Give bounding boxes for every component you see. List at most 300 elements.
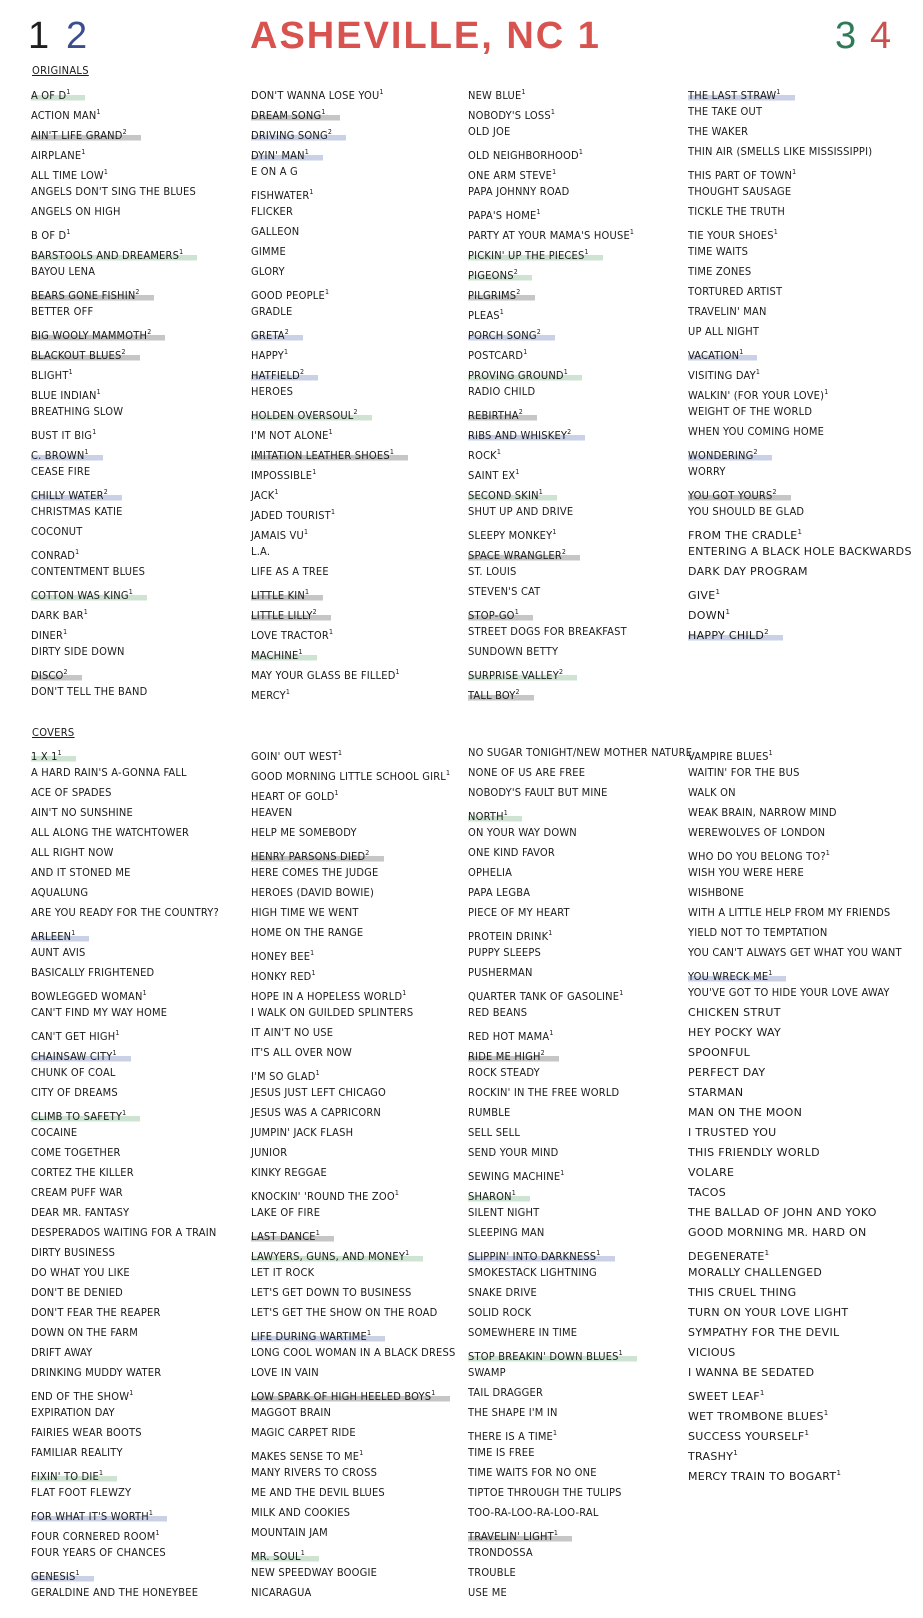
header-number-3: 3 <box>835 15 857 57</box>
song-title: CHILLY WATER$^2$ <box>31 489 122 502</box>
song-title: VOLARE <box>688 1166 735 1179</box>
song-title: CREAM PUFF WAR <box>31 1186 123 1199</box>
covers-song <box>688 1103 904 1123</box>
covers-song <box>251 1103 457 1123</box>
song-marker: 1 <box>66 88 71 96</box>
song-title: DYIN' MAN$^1$ <box>251 149 323 162</box>
song-title: POSTCARD$^1$ <box>468 348 528 362</box>
song-title: MAKES SENSE TO $ME^1$ <box>251 1449 364 1463</box>
song-title: YOU'VE GOT TO HIDE YOUR LOVE AWAY <box>688 986 890 999</box>
covers-song <box>688 1163 904 1183</box>
originals-song <box>251 582 408 602</box>
song-title: ALL TIME LOW$^1$ <box>31 168 109 182</box>
song-title: THE LAST STRAW$^1$ <box>688 89 795 102</box>
originals-song <box>688 82 914 102</box>
song-marker: 1 <box>405 1249 410 1257</box>
covers-song <box>468 1563 694 1583</box>
song-marker: 1 <box>584 248 589 256</box>
originals-song <box>468 242 636 262</box>
song-title: DON'T TELL THE BAND <box>31 685 148 698</box>
covers-song <box>31 1043 221 1063</box>
song-title: SMOKESTACK LIGHTNING <box>468 1266 597 1279</box>
originals-song <box>688 582 914 602</box>
song-marker: 1 <box>499 308 505 316</box>
originals-song <box>688 202 914 222</box>
song-title: PERFECT DAY <box>688 1066 766 1079</box>
song-marker: 1 <box>629 228 635 236</box>
covers-song <box>468 1423 694 1443</box>
covers-song <box>251 863 457 883</box>
covers-song <box>251 1083 457 1103</box>
song-title: WHO DO YOU BELONG TO?$^1$ <box>688 849 830 863</box>
covers-song <box>251 943 457 963</box>
covers-song <box>468 1023 694 1043</box>
song-marker: 1 <box>179 248 184 256</box>
song-marker: 1 <box>755 368 761 376</box>
originals-song <box>468 382 636 402</box>
song-title: LOVE IN VAIN <box>251 1366 319 1379</box>
song-title: DRINKING MUDDY WATER <box>31 1366 162 1379</box>
song-marker: 1 <box>57 749 62 757</box>
covers-song <box>31 1223 221 1243</box>
song-title: GOOD MORNING LITTLE SCHOOL GIRL$^1$ <box>251 769 451 783</box>
originals-song <box>468 542 636 562</box>
covers-song <box>31 1503 221 1523</box>
originals-song <box>251 542 408 562</box>
song-marker: 2 <box>327 128 333 136</box>
originals-song <box>688 222 914 242</box>
song-marker: 1 <box>739 348 744 356</box>
song-marker: 1 <box>560 1169 565 1177</box>
song-title: LET IT ROCK <box>251 1266 315 1279</box>
song-title: PIECE OF MY HEART <box>468 906 570 919</box>
song-marker: 1 <box>321 108 326 116</box>
covers-song <box>468 1463 694 1483</box>
song-title: HEAVEN <box>251 806 293 819</box>
covers-song <box>468 1343 694 1363</box>
song-marker: 1 <box>776 88 781 96</box>
song-title: YOU GOT YOURS$^2$ <box>688 489 791 502</box>
song-title: SUCCESS YOURSELF$^1$ <box>688 1429 810 1443</box>
song-marker: 1 <box>578 148 584 156</box>
song-marker: 1 <box>596 1249 601 1257</box>
covers-song <box>688 883 904 903</box>
covers-song <box>468 1363 694 1383</box>
covers-song <box>688 1343 904 1363</box>
song-title: OLD NEIGHBORHOOD$^1$ <box>468 148 584 162</box>
song-title: ARE YOU READY FOR THE COUNTRY? <box>31 906 219 919</box>
originals-song <box>688 322 914 342</box>
song-title: WALKIN' (FOR YOUR LOVE)$^1$ <box>688 388 829 402</box>
song-title: AIRPLANE$^1$ <box>31 148 86 162</box>
song-title: ACTION MAN$^1$ <box>31 108 101 122</box>
originals-song <box>468 482 636 502</box>
song-title: PLEAS$^1$ <box>468 308 505 322</box>
song-title: CAN'T GET HIGH$^1$ <box>31 1029 120 1043</box>
header-number-2: 2 <box>66 15 88 57</box>
song-title: SLEEPING MAN <box>468 1226 545 1239</box>
song-title: CONRAD$^1$ <box>31 548 80 562</box>
song-title: GOOD PEOPLE$^1$ <box>251 288 330 302</box>
song-title: SHUT UP AND DRIVE <box>468 505 574 518</box>
originals-song <box>468 122 636 142</box>
originals-song <box>468 622 636 642</box>
song-title: B OF $D^1$ <box>31 228 71 242</box>
song-marker: 1 <box>511 1189 516 1197</box>
song-marker: 1 <box>324 288 330 296</box>
originals-song <box>468 522 636 542</box>
song-marker: 1 <box>804 1429 810 1437</box>
song-title: GENESIS$^1$ <box>31 1570 94 1583</box>
song-marker: 1 <box>96 108 101 116</box>
originals-song <box>468 142 636 162</box>
song-title: CLIMB TO SAFETY$^1$ <box>31 1110 140 1123</box>
song-title: I WALK ON GUILDED SPLINTERS <box>251 1006 414 1019</box>
song-title: DRIVING SONG$^2$ <box>251 129 346 142</box>
song-title: BIG WOOLY MAMMOTH$^2$ <box>31 329 165 342</box>
originals-song <box>251 262 408 282</box>
song-title: MERCY$^1$ <box>251 688 291 702</box>
song-marker: 2 <box>559 668 564 676</box>
song-title: YOU WRECK $ME^1$ <box>688 970 786 983</box>
song-title: AND IT STONED ME <box>31 866 131 879</box>
covers-song <box>31 1303 221 1323</box>
originals-song <box>251 602 408 622</box>
song-marker: 2 <box>515 688 520 696</box>
song-title: BASICALLY FRIGHTENED <box>31 966 155 979</box>
song-title: I'M NOT ALONE$^1$ <box>251 428 333 442</box>
song-title: WITH A LITTLE HELP FROM MY FRIENDS <box>688 906 891 919</box>
song-title: ON YOUR WAY DOWN <box>468 826 577 839</box>
song-title: STOP-$GO^1$ <box>468 609 533 622</box>
song-title: GERALDINE AND THE HONEYBEE <box>31 1586 199 1599</box>
song-title: FAIRIES WEAR BOOTS <box>31 1426 142 1439</box>
originals-song <box>688 402 914 422</box>
covers-song <box>251 1243 457 1263</box>
song-title: THE WAKER <box>688 125 749 138</box>
song-marker: 1 <box>298 648 303 656</box>
song-title: HELP ME SOMEBODY <box>251 826 357 839</box>
song-marker: 1 <box>733 1449 738 1457</box>
song-marker: 1 <box>328 428 333 436</box>
song-title: AQUALUNG <box>31 886 89 899</box>
song-title: DIRTY SIDE DOWN <box>31 645 125 658</box>
song-marker: 1 <box>310 949 315 957</box>
covers-song <box>688 763 904 783</box>
originals-song <box>251 102 408 122</box>
covers-song <box>468 1283 694 1303</box>
covers-song <box>31 1263 221 1283</box>
covers-song <box>251 1403 457 1423</box>
song-marker: 2 <box>518 408 523 416</box>
originals-song <box>251 682 408 702</box>
song-title: BETTER OFF <box>31 305 94 318</box>
covers-song <box>468 1143 694 1163</box>
song-title: NO SUGAR TONIGHT/NEW MOTHER NATURE <box>468 746 693 759</box>
originals-song <box>31 162 198 182</box>
originals-song <box>688 302 914 322</box>
song-title: HOME ON THE RANGE <box>251 926 364 939</box>
covers-song <box>251 1443 457 1463</box>
song-marker: 1 <box>81 148 86 156</box>
song-title: HOLDEN OVERSOUL$^2$ <box>251 409 372 422</box>
covers-song <box>251 1163 457 1183</box>
covers-song <box>251 903 457 923</box>
covers-song <box>31 1383 221 1403</box>
song-title: CHICKEN STRUT <box>688 1006 781 1019</box>
song-marker: 1 <box>274 488 279 496</box>
song-title: DREAM SONG$^1$ <box>251 109 340 122</box>
originals-song <box>468 342 636 362</box>
originals-song <box>251 522 408 542</box>
song-title: MAGGOT BRAIN <box>251 1406 332 1419</box>
song-title: TOO-RA-LOO-RA-LOO-RAL <box>468 1506 599 1519</box>
song-marker: 1 <box>330 508 336 516</box>
originals-song <box>251 502 408 522</box>
song-marker: 1 <box>553 1529 559 1537</box>
covers-song <box>31 803 221 823</box>
song-marker: 1 <box>304 148 309 156</box>
song-title: NEW BLUE$^1$ <box>468 88 526 102</box>
song-title: ST. LOUIS <box>468 565 517 578</box>
song-marker: 1 <box>379 88 384 96</box>
originals-song <box>251 142 408 162</box>
song-marker: 1 <box>618 1349 623 1357</box>
song-title: JESUS WAS A CAPRICORN <box>251 1106 382 1119</box>
originals-song <box>31 182 198 202</box>
covers-song <box>251 1263 457 1283</box>
covers-song <box>688 923 904 943</box>
song-marker: 1 <box>514 608 519 616</box>
originals-song <box>31 422 198 442</box>
covers-song <box>31 783 221 803</box>
song-marker: 1 <box>71 929 76 937</box>
song-marker: 1 <box>523 348 528 356</box>
song-marker: 1 <box>142 989 147 997</box>
song-title: GRETA$^2$ <box>251 329 303 342</box>
covers-song <box>468 1323 694 1343</box>
song-marker: 1 <box>338 749 343 757</box>
song-marker: 2 <box>147 328 152 336</box>
song-marker: 1 <box>402 989 407 997</box>
originals-song <box>251 282 408 302</box>
song-title: JUNIOR <box>251 1146 288 1159</box>
originals-song <box>688 522 914 542</box>
song-title: HEROES (DAVID BOWIE) <box>251 886 375 899</box>
originals-song <box>251 302 408 322</box>
song-marker: 1 <box>797 528 803 536</box>
originals-song <box>31 602 198 622</box>
covers-song <box>688 823 904 843</box>
originals-song <box>31 362 198 382</box>
song-title: 1 X $1^1$ <box>31 750 76 763</box>
covers-song <box>468 1243 694 1263</box>
song-title: ME AND THE DEVIL BLUES <box>251 1486 385 1499</box>
originals-song <box>31 322 198 342</box>
covers-song <box>688 863 904 883</box>
song-marker: 1 <box>96 388 101 396</box>
originals-song <box>468 362 636 382</box>
covers-song <box>688 843 904 863</box>
song-marker: 1 <box>764 1249 770 1257</box>
song-title: REBIRTHA$^2$ <box>468 409 537 422</box>
song-title: JADED TOURIST$^1$ <box>251 508 336 522</box>
covers-song <box>251 1423 457 1443</box>
song-title: TALL BOY$^2$ <box>468 689 534 702</box>
originals-song <box>468 462 636 482</box>
covers-song <box>468 1083 694 1103</box>
song-title: BLACKOUT BLUES$^2$ <box>31 349 140 362</box>
covers-song <box>251 763 457 783</box>
song-marker: 2 <box>561 548 567 556</box>
song-marker: 2 <box>772 488 777 496</box>
song-title: DON'T BE DENIED <box>31 1286 123 1299</box>
song-marker: 1 <box>309 188 314 196</box>
originals-song <box>688 182 914 202</box>
originals-column-2 <box>251 82 408 702</box>
song-title: DESPERADOS WAITING FOR A TRAIN <box>31 1226 217 1239</box>
header-number-1: 1 <box>28 15 50 57</box>
covers-song <box>468 763 694 783</box>
covers-song <box>688 1123 904 1143</box>
song-title: WISHBONE <box>688 886 745 899</box>
originals-song <box>31 642 198 662</box>
song-title: DON'T FEAR THE REAPER <box>31 1306 161 1319</box>
originals-song <box>251 462 408 482</box>
song-title: COCONUT <box>31 525 83 538</box>
song-title: A HARD RAIN'S A-GONNA FALL <box>31 766 187 779</box>
covers-song <box>251 843 457 863</box>
originals-song <box>31 522 198 542</box>
covers-song <box>251 1323 457 1343</box>
originals-song <box>31 462 198 482</box>
originals-song <box>688 462 914 482</box>
song-title: GRADLE <box>251 305 293 318</box>
covers-song <box>688 783 904 803</box>
song-title: NOBODY'S LOSS$^1$ <box>468 108 556 122</box>
song-marker: 1 <box>715 588 721 596</box>
song-title: JACK$^1$ <box>251 488 279 502</box>
song-title: TIE YOUR SHOES$^1$ <box>688 228 778 242</box>
covers-song <box>31 1483 221 1503</box>
song-title: IMPOSSIBLE$^1$ <box>251 468 317 482</box>
song-marker: 1 <box>503 809 508 817</box>
song-title: FOR WHAT IT'S WORTH$^1$ <box>31 1510 167 1523</box>
song-marker: 1 <box>446 769 451 777</box>
song-marker: 2 <box>284 328 289 336</box>
song-marker: 1 <box>550 108 556 116</box>
covers-song <box>688 1263 904 1283</box>
covers-song <box>251 783 457 803</box>
song-marker: 1 <box>395 668 400 676</box>
covers-song <box>468 963 694 983</box>
originals-song <box>251 202 408 222</box>
covers-song <box>31 983 221 1003</box>
song-title: SAINT $EX^1$ <box>468 468 520 482</box>
song-title: LONG COOL WOMAN IN A BLACK DRESS <box>251 1346 456 1359</box>
song-title: LAWYERS, GUNS, AND MONEY$^1$ <box>251 1250 423 1263</box>
covers-song <box>31 1463 221 1483</box>
covers-song <box>688 1303 904 1323</box>
song-marker: 2 <box>365 849 370 857</box>
originals-song <box>251 482 408 502</box>
covers-song <box>251 823 457 843</box>
originals-song <box>468 162 636 182</box>
song-title: LOW SPARK OF HIGH HEELED BOYS$^1$ <box>251 1390 450 1403</box>
song-marker: 2 <box>513 268 518 276</box>
song-marker: 1 <box>75 548 80 556</box>
song-title: DINER$^1$ <box>31 628 68 642</box>
song-title: GOIN' OUT WEST$^1$ <box>251 749 343 763</box>
song-title: HONKY RED$^1$ <box>251 969 316 983</box>
song-title: LAST DANCE$^1$ <box>251 1230 334 1243</box>
originals-song <box>688 442 914 462</box>
song-title: I WANNA BE SEDATED <box>688 1366 815 1379</box>
song-title: SEND YOUR MIND <box>468 1146 559 1159</box>
song-title: LIFE DURING WARTIME$^1$ <box>251 1330 385 1343</box>
originals-song <box>251 162 408 182</box>
page-title: ASHEVILLE, NC 1 <box>250 15 601 57</box>
song-title: SECOND SKIN$^1$ <box>468 489 557 502</box>
song-title: BREATHING SLOW <box>31 405 124 418</box>
covers-song <box>251 1203 457 1223</box>
song-marker: 1 <box>773 228 778 236</box>
song-title: RED HOT MAMA$^1$ <box>468 1029 554 1043</box>
covers-song <box>251 1223 457 1243</box>
covers-song <box>468 803 694 823</box>
song-title: MORALLY CHALLENGED <box>688 1266 823 1279</box>
originals-song <box>468 262 636 282</box>
covers-song <box>251 963 457 983</box>
song-marker: 1 <box>129 1389 134 1397</box>
song-marker: 1 <box>825 849 830 857</box>
song-title: FROM THE CRADLE$^1$ <box>688 528 803 542</box>
covers-song <box>31 1583 221 1603</box>
song-title: ALL ALONG THE WATCHTOWER <box>31 826 190 839</box>
covers-song <box>688 1083 904 1103</box>
covers-song <box>468 1303 694 1323</box>
originals-song <box>31 402 198 422</box>
song-marker: 1 <box>148 1509 154 1517</box>
originals-song <box>31 202 198 222</box>
song-marker: 1 <box>122 1109 127 1117</box>
originals-song <box>688 342 914 362</box>
song-title: LOVE TRACTOR$^1$ <box>251 628 334 642</box>
song-title: NOBODY'S FAULT BUT MINE <box>468 786 608 799</box>
song-title: SEWING MACHINE$^1$ <box>468 1169 565 1183</box>
originals-song <box>31 542 198 562</box>
song-title: TIME WAITS <box>688 245 749 258</box>
song-title: LIFE AS A TREE <box>251 565 329 578</box>
covers-song <box>31 1343 221 1363</box>
covers-song <box>688 1183 904 1203</box>
originals-song <box>31 382 198 402</box>
originals-song <box>688 102 914 122</box>
song-title: SPOONFUL <box>688 1046 751 1059</box>
covers-song <box>31 903 221 923</box>
song-title: RUMBLE <box>468 1106 511 1119</box>
covers-song <box>251 983 457 1003</box>
song-title: SUNDOWN BETTY <box>468 645 559 658</box>
covers-song <box>468 1223 694 1243</box>
covers-column-2 <box>251 743 457 1603</box>
covers-song <box>468 923 694 943</box>
song-title: PAPA JOHNNY ROAD <box>468 185 570 198</box>
covers-song <box>31 1363 221 1383</box>
song-title: GALLEON <box>251 225 300 238</box>
song-title: HERE COMES THE JUDGE <box>251 866 379 879</box>
covers-song <box>468 1403 694 1423</box>
